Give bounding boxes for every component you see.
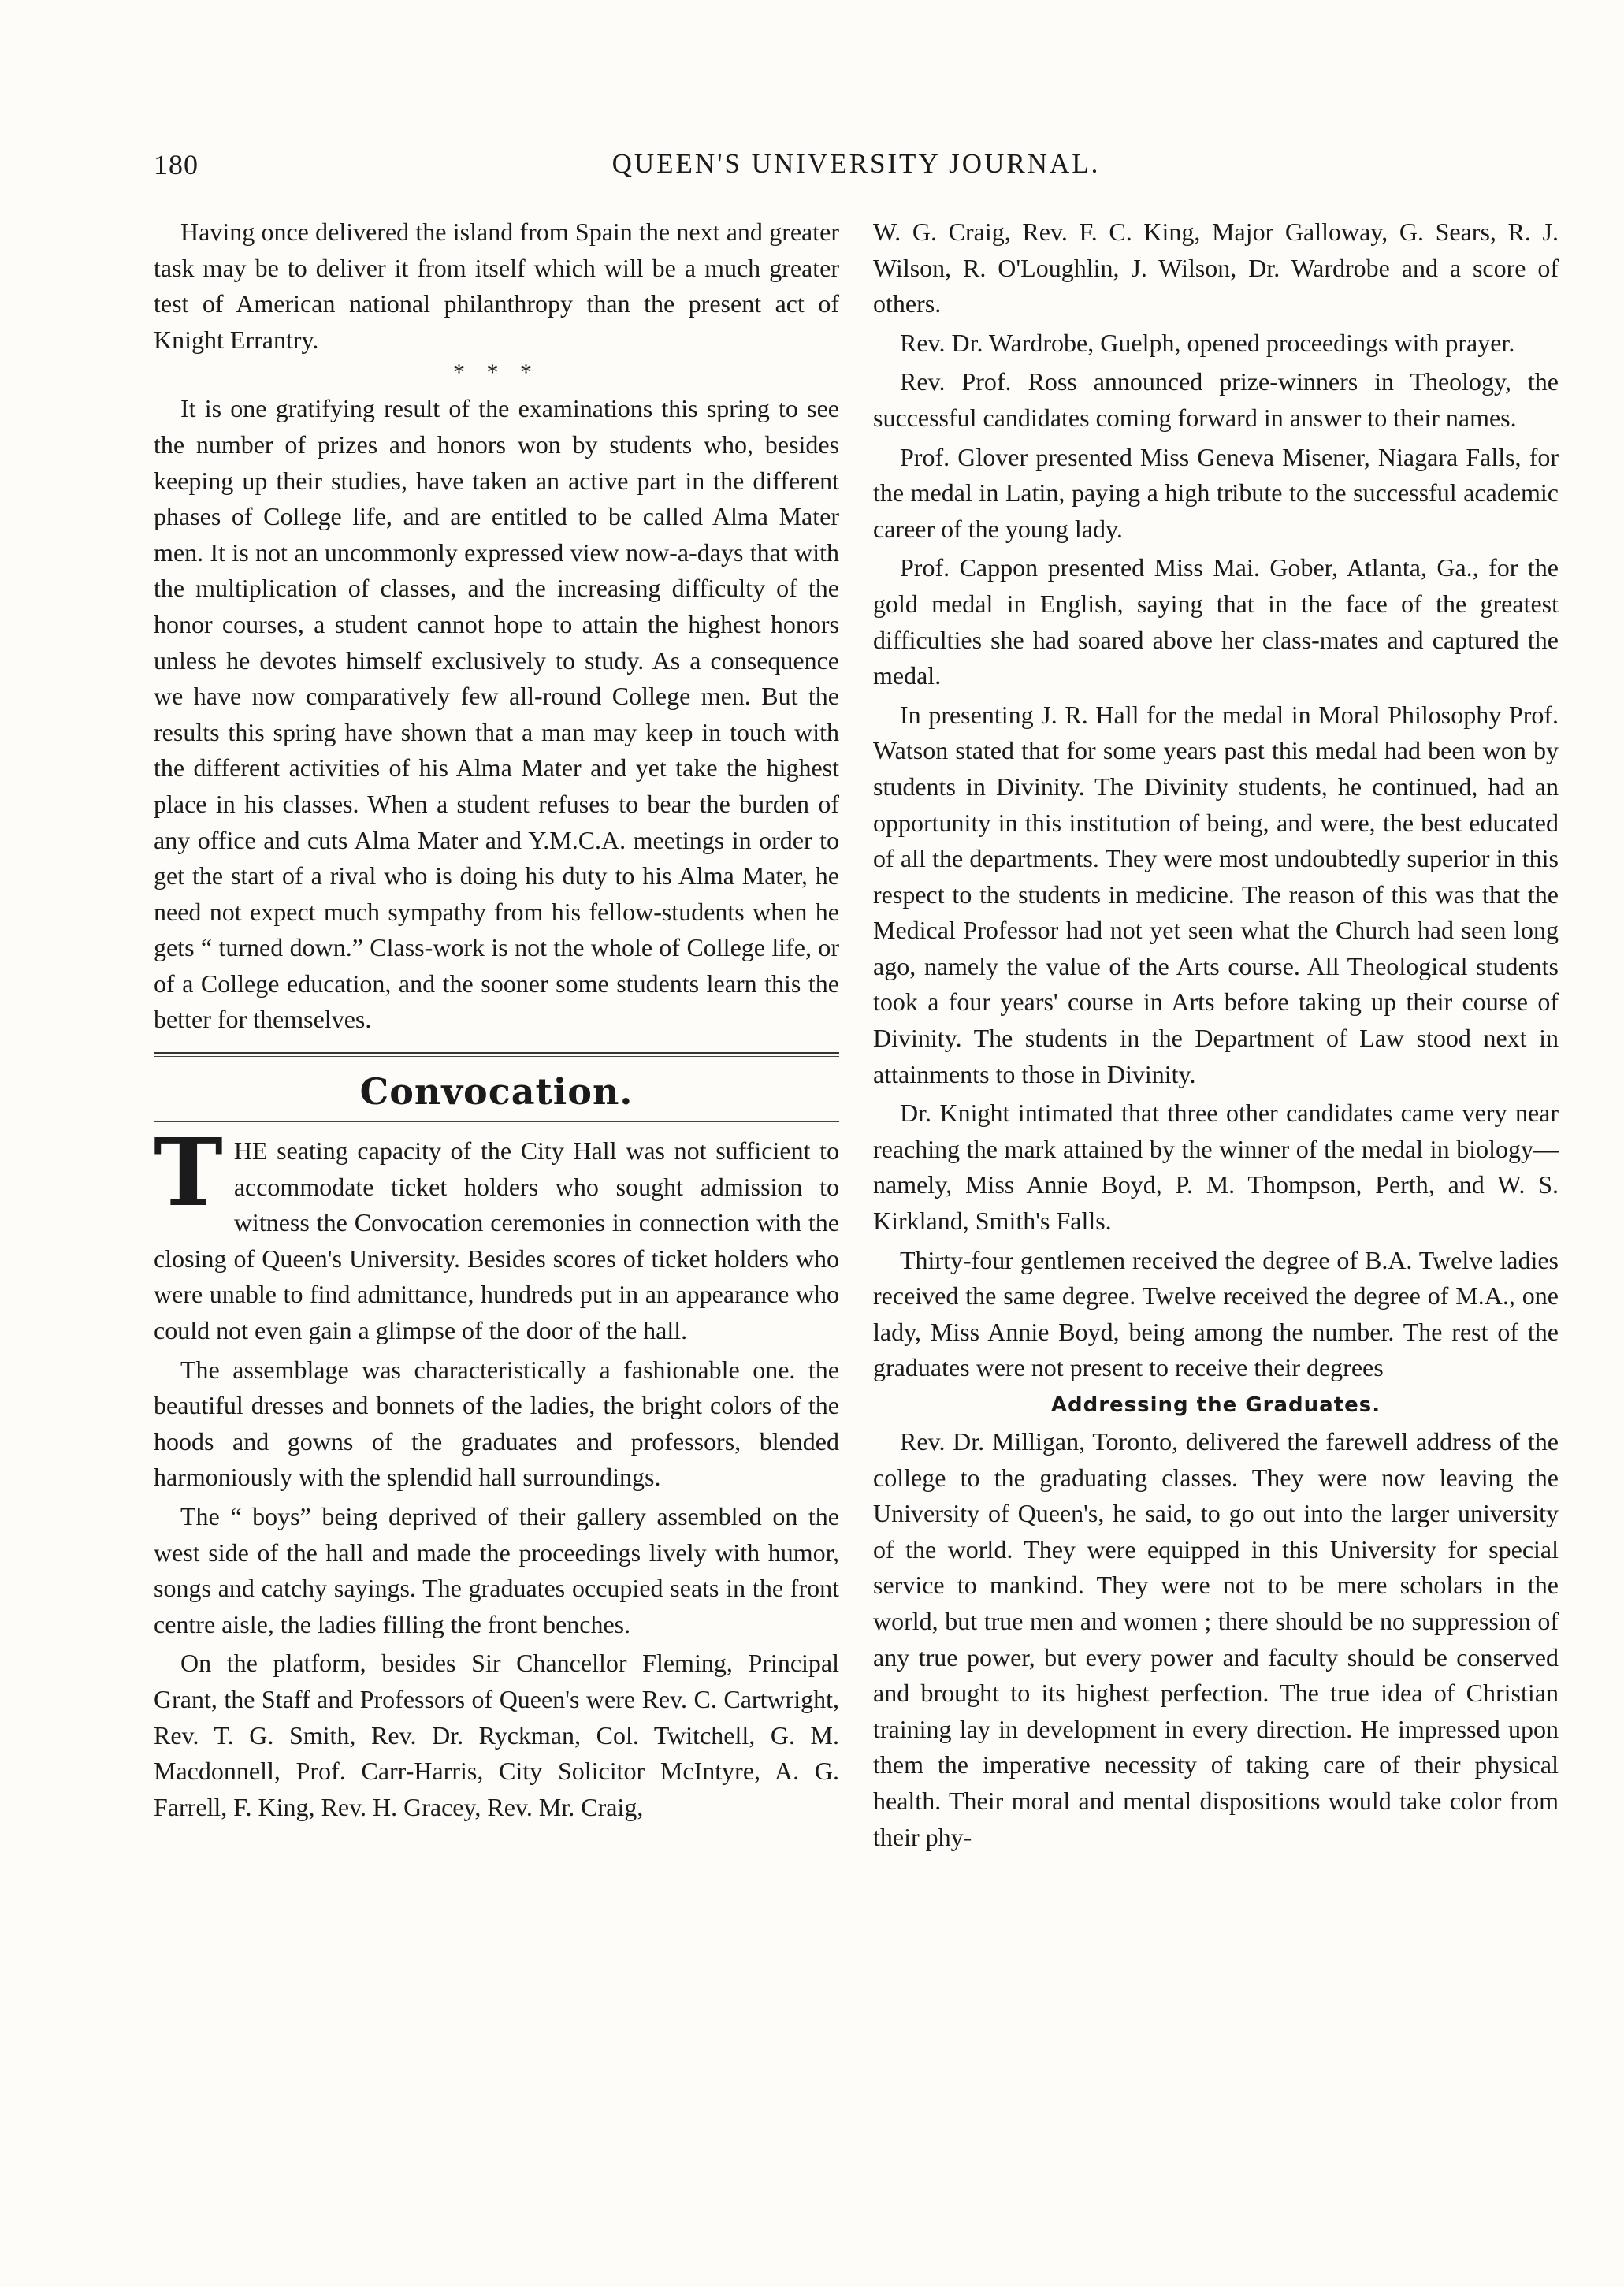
- paragraph-english-medal: Prof. Cappon presented Miss Mai. Gober, Atlanta, Ga., for the gold medal in English, saying that in the face of the greatest difficulties she had soared above her class-mates and captured the medal.: [873, 553, 1559, 690]
- subheading-addressing: Addressing the Graduates.: [1050, 1393, 1381, 1417]
- section-separator: * * *: [453, 359, 540, 386]
- section-title: Convocation.: [359, 1070, 634, 1114]
- paragraph-farewell-address: Rev. Dr. Milligan, Toronto, delivered the farewell address of the college to the graduating classes. They were now leaving the University of Queen's, he said, to go out into the larger university of the world. They were equipped in this University for special service to mankind. They were not to be mere scholars in the world, but true men and women ; there should be no suppression of any true power, but every power and faculty should be conserved and brought to its highest perfection. The true idea of Christian training lay in development in every direction. He impressed upon them the imperative necessity of taking care of their physical health. Their moral and mental dispositions would take color from their phy-: [873, 1427, 1559, 1851]
- paragraph-alma-mater: It is one gratifying result of the examinations this spring to see the number of prizes and honors won by students who, besides keeping up their studies, have taken an active part in the different phases of College life, and are entitled to be called Alma Mater men. It is not an uncommonly expressed view now-a-days that with the multiplication of classes, and the increasing difficulty of the honor courses, a student cannot hope to attain the highest honors unless he devotes himself exclusively to study. As a consequence we have now comparatively few all-round College men. But the results this spring have shown that a man may keep in touch with the different activities of his Alma Mater and yet take the highest place in his classes. When a student refuses to bear the burden of any office and cuts Alma Mater and Y.M.C.A. meetings in order to get the start of a rival who is doing his duty to his Alma Mater, he need not expect much sympathy from his fellow-students when he gets “ turned down.” Class-work is not the whole of College life, or of a College education, and the sooner some students learn this the better for themselves.: [154, 394, 839, 1034]
- paragraph-latin-medal: Prof. Glover presented Miss Geneva Misener, Niagara Falls, for the medal in Latin, paying a high tribute to the successful academic career of the young lady.: [873, 442, 1559, 543]
- paragraph-prayer: Rev. Dr. Wardrobe, Guelph, opened proceedings with prayer.: [900, 328, 1515, 357]
- paragraph-biology: Dr. Knight intimated that three other candidates came very near reaching the mark attained by the winner of the medal in biology—namely, Miss Annie Boyd, P. M. Thompson, Perth, and W. S. Kirkland, Smith's Falls.: [873, 1099, 1559, 1236]
- paragraph-platform-cont: W. G. Craig, Rev. F. C. King, Major Galloway, G. Sears, R. J. Wilson, R. O'Loughlin, J. Wilson, Dr. Wardrobe and a score of others.: [873, 218, 1559, 318]
- page-number: 180: [154, 149, 199, 180]
- section-rule-top-thin: [154, 1056, 839, 1057]
- drop-cap: T: [154, 1117, 223, 1228]
- left-column: [154, 214, 839, 1828]
- journal-title: QUEEN'S UNIVERSITY JOURNAL.: [611, 148, 1101, 179]
- right-column: [873, 214, 1559, 1858]
- section-rule-top: [154, 1052, 839, 1054]
- paragraph-city-hall-text: HE seating capacity of the City Hall was not sufficient to accommodate ticket holders who sought admission to witness the Convocation ceremonies in connection with the closing of Queen's University. Besides scores of ticket holders who were unable to find admittance, hundreds put in an appearance who could not even gain a glimpse of the door of the hall.: [154, 1136, 839, 1345]
- paragraph-platform: On the platform, besides Sir Chancellor Fleming, Principal Grant, the Staff and Professors of Queen's were Rev. C. Cartwright, Rev. T. G. Smith, Rev. Dr. Ryckman, Col. Twitchell, G. M. Macdonnell, Prof. Carr-Harris, City Solicitor McIntyre, A. G. Farrell, F. King, Rev. H. Gracey, Rev. Mr. Craig,: [154, 1649, 839, 1821]
- paragraph-assemblage: The assemblage was characteristically a fashionable one. the beautiful dresses and bonnets of the ladies, the bright colors of the hoods and gowns of the graduates and professors, blended harmoniously with the splendid hall surroundings.: [154, 1355, 839, 1492]
- running-header: [154, 148, 1559, 188]
- paragraph-theology: Rev. Prof. Ross announced prize-winners in Theology, the successful candidates coming forward in answer to their names.: [873, 367, 1559, 432]
- paragraph-moral-philosophy: In presenting J. R. Hall for the medal in Moral Philosophy Prof. Watson stated that for some years past this medal had been won by students in Divinity. The Divinity students, he continued, had an opportunity in this institution of being, and were, the best educated of all the departments. They were most undoubtedly superior in this respect to the students in medicine. The reason of this was that the Medical Professor had not yet seen what the Church had seen long ago, namely the value of the Arts course. All Theological students took a four years' course in Arts before taking up their course of Divinity. The students in the Department of Law stood next in attainments to those in Divinity.: [873, 700, 1559, 1088]
- section-rule-bottom: [154, 1121, 839, 1122]
- paragraph-boys: The “ boys” being deprived of their gallery assembled on the west side of the hall and made the proceedings lively with humor, songs and catchy sayings. The graduates occupied seats in the front centre aisle, the ladies filling the front benches.: [154, 1502, 839, 1638]
- paragraph-cuba: Having once delivered the island from Spain the next and greater task may be to deliver it from itself which will be a much greater test of American national philanthropy than the present act of Knight Errantry.: [154, 218, 839, 354]
- paragraph-city-hall: [154, 1117, 839, 1349]
- paragraph-degrees: Thirty-four gentlemen received the degree of B.A. Twelve ladies received the same degree. Twelve received the degree of M.A., one lady, Miss Annie Boyd, being among the number. The rest of the graduates were not present to receive their degrees: [873, 1245, 1559, 1382]
